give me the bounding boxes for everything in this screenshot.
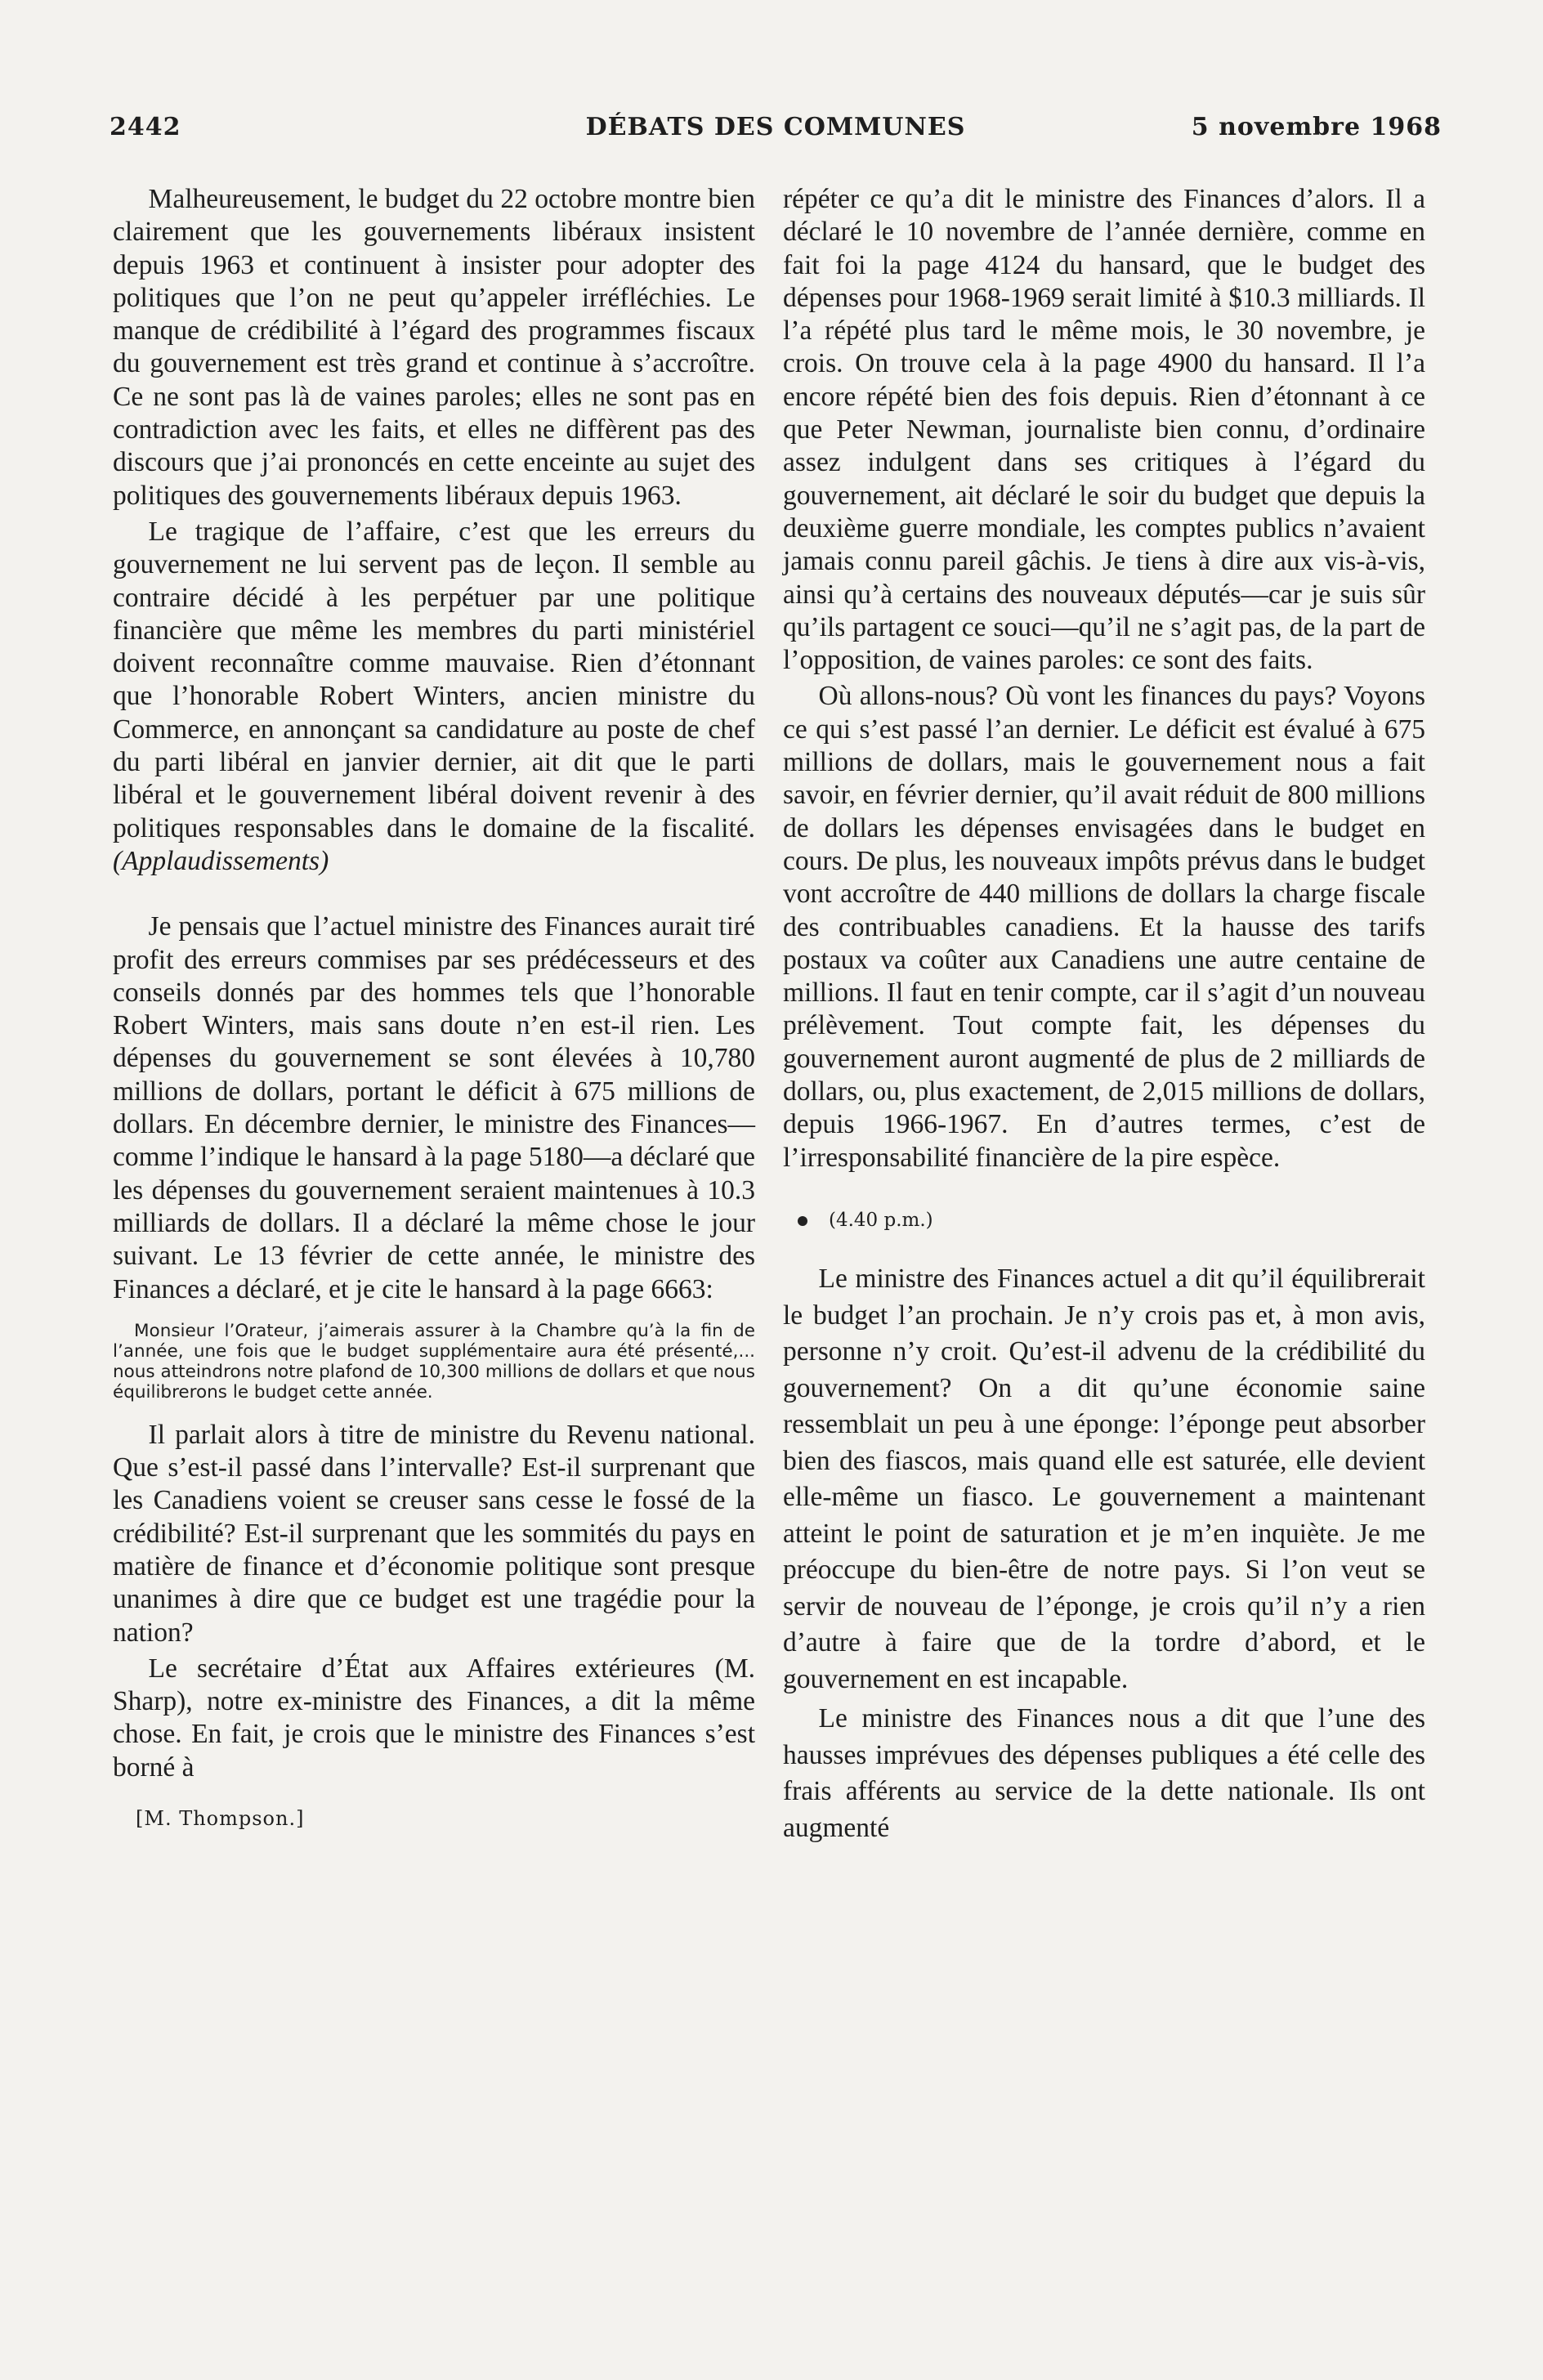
timestamp — [798, 1204, 1425, 1237]
page-number: 2442 — [110, 113, 181, 141]
bullet-icon — [798, 1216, 807, 1226]
paragraph: Le ministre des Finances actuel a dit qu’il équilibrerait le budget l’an prochain. Je n’y crois pas et, à mon avis, personne n’y croit. Qu’est-il advenu de la crédibilité du gouvernement? On a dit qu’une économie saine ressemblait un peu à une éponge: l’éponge peut absorber bien des fiascos, mais quand elle est saturée, elle devient elle-même un fiasco. Le gouvernement a maintenant atteint le point de saturation et je m’en inquiète. Je me préoccupe du bien-être de notre pays. Si l’on veut se servir de nouveau de l’éponge, je crois qu’il n’y a rien d’autre à faire que de la tordre d’abord, et le gouvernement en est incapable. — [783, 1264, 1425, 1694]
paragraph: Je pensais que l’actuel ministre des Finances aurait tiré profit des erreurs commises par ses prédécesseurs et des conseils donnés par des hommes tels que l’honorable Robert Winters, mais sans doute n’en est-il rien. Les dépenses du gouvernement se sont élevées à 10,780 millions de dollars, portant le déficit à 675 millions de dollars. En décembre dernier, le ministre des Finances—comme l’indique le hansard à la page 5180—a déclaré que les dépenses du gouvernement seraient maintenues à 10.3 milliards de dollars. Il a déclaré la même chose le jour suivant. Le 13 février de cette année, le ministre des Finances a déclaré, et je cite le hansard à la page 6663: — [113, 911, 755, 1304]
paragraph: répéter ce qu’a dit le ministre des Finances d’alors. Il a déclaré le 10 novembre de l’année dernière, comme en fait foi la page 4124 du hansard, que le budget des dépenses pour 1968-1969 serait limité à $10.3 milliards. Il l’a répété plus tard le même mois, le 30 novembre, je crois. On trouve cela à la page 4900 du hansard. Il l’a encore répété bien des fois depuis. Rien d’étonnant à ce que Peter Newman, journaliste bien connu, d’ordinaire assez indulgent dans ses critiques à l’égard du gouvernement, ait déclaré le soir du budget que depuis la deuxième guerre mondiale, les comptes publics n’avaient jamais connu pareil gâchis. Je tiens à dire aux vis-à-vis, ainsi qu’à certains des nouveaux députés—car je suis sûr qu’ils partagent ce souci—qu’il ne s’agit pas, de la part de l’opposition, de vaines paroles: ce sont des faits. — [783, 184, 1425, 676]
applause-note: (Applaudissements) — [113, 845, 329, 876]
timestamp-text: (4.40 p.m.) — [829, 1209, 933, 1231]
paragraph: Le secrétaire d’État aux Affaires extérieures (M. Sharp), notre ex-ministre des Finances, a dit la même chose. En fait, je crois que le ministre des Finances s’est borné à — [113, 1653, 755, 1783]
publication-title: DÉBATS DES COMMUNES — [585, 113, 966, 141]
right-column — [783, 183, 1425, 1846]
speaker-attribution: [M. Thompson.] — [136, 1807, 305, 1831]
paragraph-text: Le tragique de l’affaire, c’est que les erreurs du gouvernement ne lui servent pas de leçon. Il semble au contraire décidé à les perpétuer par une politique financière que même les membres du parti ministériel doivent reconnaître comme mauvaise. Rien d’étonnant que l’honorable Robert Winters, ancien ministre du Commerce, en annonçant sa candidature au poste de chef du parti libéral en janvier dernier, ait dit que le parti libéral et le gouvernement libéral doivent revenir à des politiques responsables dans le domaine de la fiscalité. — [113, 516, 755, 843]
paragraph: Il parlait alors à titre de ministre du Revenu national. Que s’est-il passé dans l’intervalle? Est-il surprenant que les Canadiens voient se creuser sans cesse le fossé de la crédibilité? Est-il surprenant que les sommités du pays en matière de finance et d’économie politique sont presque unanimes à dire que ce budget est une tragédie pour la nation? — [113, 1419, 755, 1648]
paragraph: Où allons-nous? Où vont les finances du pays? Voyons ce qui s’est passé l’an dernier. Le déficit est évalué à 675 millions de dollars, mais le gouvernement nous a fait savoir, en février dernier, qu’il avait réduit de 800 millions de dollars les dépenses envisagées dans le budget en cours. De plus, les nouveaux impôts prévus dans le budget vont accroître de 440 millions de dollars la charge fiscale des contribuables canadiens. Et la hausse des tarifs postaux va coûter aux Canadiens une autre centaine de millions. Il faut en tenir compte, car il s’agit d’un nouveau prélèvement. Tout compte fait, les dépenses du gouvernement auront augmenté de plus de 2 milliards de dollars, ou, plus exactement, de 2,015 millions de dollars, depuis 1966-1967. En d’autres termes, c’est de l’irresponsabilité financière de la pire espèce. — [783, 681, 1425, 1173]
quote-text: Monsieur l’Orateur, j’aimerais assurer à la Chambre qu’à la fin de l’année, une fois que le budget supplémentaire aura été présenté,... nous atteindrons notre plafond de 10,300 millions de dollars et que nous équilibrerons le budget cette année. — [113, 1320, 755, 1402]
left-column — [113, 183, 755, 1835]
paragraph — [113, 516, 755, 878]
block-quote — [113, 1321, 755, 1402]
publication-date: 5 novembre 1968 — [1191, 113, 1442, 141]
page-header — [110, 113, 1442, 154]
paragraph: Malheureusement, le budget du 22 octobre montre bien clairement que les gouvernements libéraux insistent depuis 1963 et continuent à insister pour adopter des politiques que l’on ne peut qu’appeler irréfléchies. Le manque de crédibilité à l’égard des programmes fiscaux du gouvernement est très grand et continue à s’accroître. Ce ne sont pas là de vaines paroles; elles ne sont pas en contradiction avec les faits, et elles ne diffèrent pas des discours que j’ai prononcés en cette enceinte au sujet des politiques des gouvernements libéraux depuis 1963. — [113, 184, 755, 511]
paragraph: Le ministre des Finances nous a dit que l’une des hausses imprévues des dépenses publiques a été celle des frais afférents au service de la dette nationale. Ils ont augmenté — [783, 1703, 1425, 1843]
